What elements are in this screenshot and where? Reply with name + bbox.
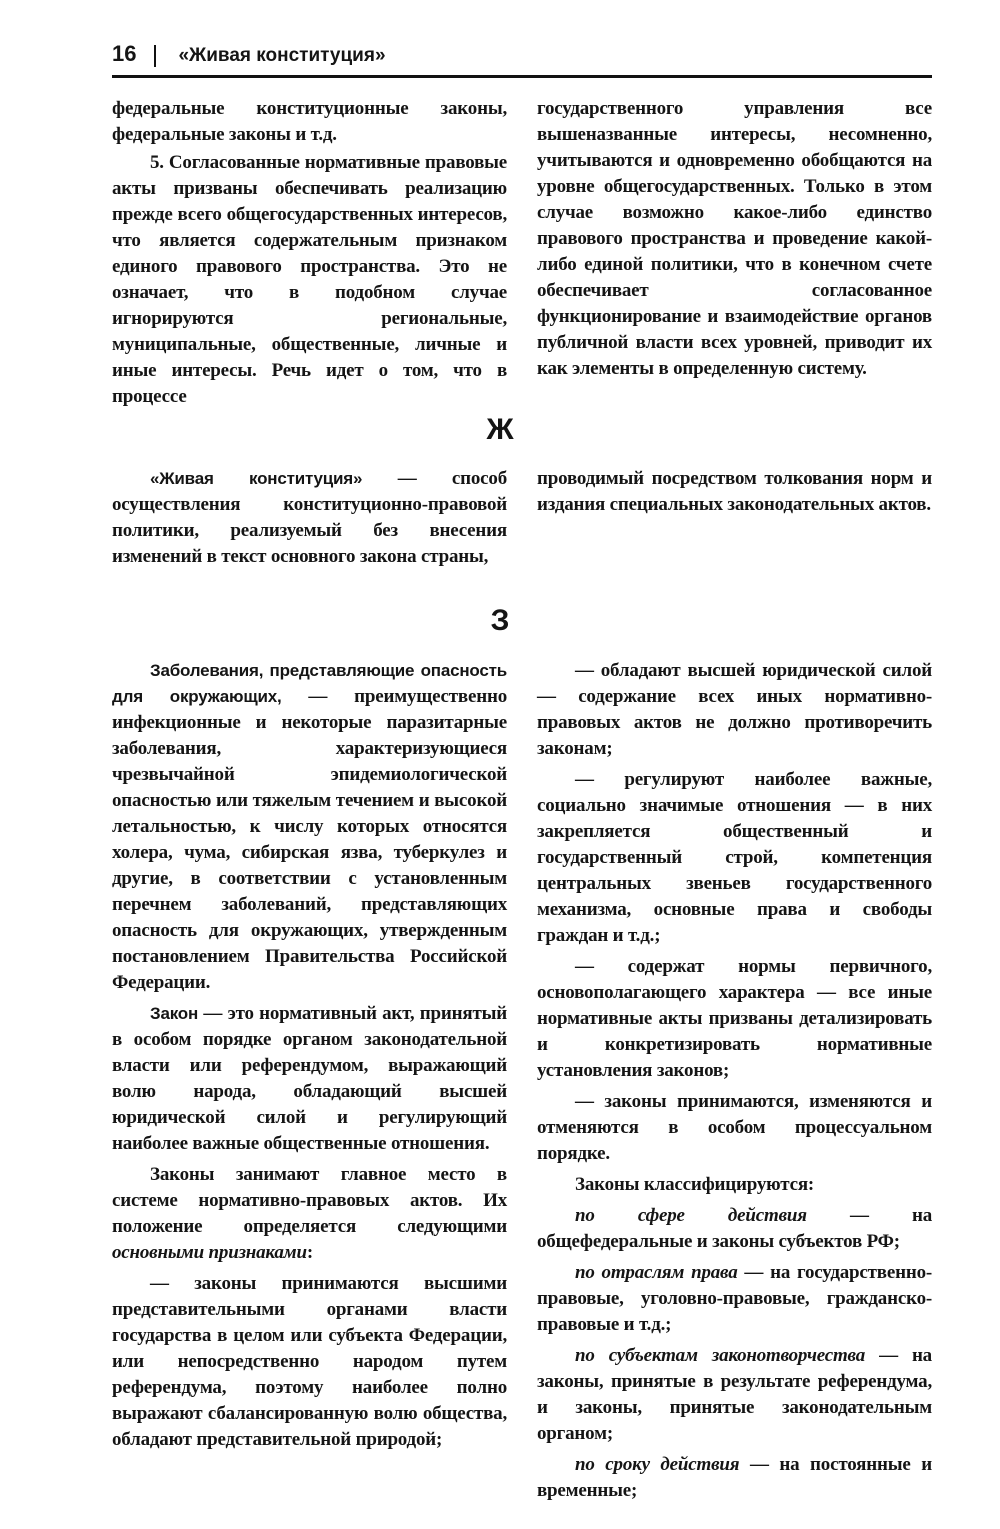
text-run: : [306, 1242, 314, 1263]
running-header [112, 42, 932, 78]
text-run: — на постоянные и временные; [537, 1454, 932, 1501]
section2-left-column [112, 466, 507, 570]
italic-phrase: основными признаками [112, 1242, 307, 1263]
section3-left-column [112, 658, 507, 1504]
italic-phrase: по сфере действия [575, 1205, 807, 1226]
entry-term: «Живая конституция» [150, 469, 363, 488]
paragraph: 5. Согласованные нормативные правовые акты призваны обеспечивать реализацию прежде всего общегосударственных интересов, что является содержательным признаком единого правового пространства. Это не означает, что в подобном случае игнорируются региональные, муниципальные, общественные, личные и иные интересы. Речь идет о том, что в процессе [112, 152, 507, 407]
entry-definition: — это нормативный акт, принятый в особом порядке органом законодательной власти или референдумом, выражающий волю народа, обладающий высшей юридической силой и регулирующий наиболее важные общественные отношения. [112, 1003, 507, 1154]
section-continuation [112, 96, 932, 410]
paragraph [112, 466, 507, 570]
paragraph [537, 1343, 932, 1447]
italic-phrase: по отраслям права [575, 1262, 738, 1283]
running-title: «Живая конституция» [178, 45, 386, 66]
entry-definition: — способ осуществления конституционно-правовой политики, реализуемый без внесения изменений в текст основного закона страны, [112, 468, 507, 567]
text-run: — на законы, принятые в результате референдума, и законы, принятые законодательным органом; [537, 1345, 932, 1444]
entry-living-constitution [112, 466, 932, 570]
italic-phrase: по субъектам законотворчества [575, 1345, 866, 1366]
italic-phrase: по сроку действия [575, 1454, 740, 1475]
paragraph: — регулируют наиболее важные, социально значимые отношения — в них закрепляется общественный и государственный строй, компетенция центральных звеньев государственного механизма, основные права и свободы граждан и т.д.; [537, 769, 932, 946]
paragraph: Законы классифицируются: [575, 1174, 815, 1195]
section3-right-column [537, 658, 932, 1504]
section-z-entries [112, 658, 932, 1504]
paragraph [112, 1001, 507, 1157]
paragraph: — законы принимаются, изменяются и отменяются в особом процессуальном порядке. [537, 1091, 932, 1164]
paragraph [537, 1452, 932, 1504]
paragraph: проводимый посредством толкования норм и издания специальных законодательных актов. [537, 468, 932, 515]
section2-right-column [537, 466, 932, 570]
paragraph: — законы принимаются высшими представительными органами власти государства в целом или субъекта Федерации, или непосредственно народом путем референдума, поэтому наиболее полно выражают сбалансированную волю общества, обладают представительной природой; [112, 1273, 507, 1450]
page-number: 16 [112, 41, 137, 66]
letter-heading-z: З [490, 604, 510, 637]
section1-left-column [112, 96, 507, 410]
text-run: Законы занимают главное место в системе нормативно-правовых актов. Их положение определяется следующими [112, 1164, 507, 1237]
text-run: — на государственно-правовые, уголовно-правовые, гражданско-правовые и т.д.; [537, 1262, 932, 1335]
section1-right-column [537, 96, 932, 410]
paragraph [112, 658, 507, 996]
entry-term: Закон [150, 1004, 199, 1023]
paragraph: — содержат нормы первичного, основополагающего характера — все иные нормативные акты призваны детализировать и конкретизировать нормативные установления законов; [537, 956, 932, 1081]
paragraph: государственного управления все вышеназванные интересы, несомненно, учитываются и одновременно обобщаются на уровне общегосударственных. Только в этом случае возможно какое-либо единство правового пространства и проведение какой-либо единой политики, что в конечном счете обеспечивает согласованное функционирование и взаимодействие органов публичной власти всех уровней, приводит их как элементы в определенную систему. [537, 98, 932, 379]
header-separator [154, 45, 156, 67]
entry-term: Заболевания, представляющие опасность для окружающих, [112, 661, 507, 706]
paragraph [112, 1162, 507, 1266]
letter-heading-zh: Ж [486, 413, 514, 446]
paragraph [537, 1260, 932, 1338]
entry-definition: — преимущественно инфекционные и некоторые паразитарные заболевания, характеризующиеся чрезвычайной эпидемиологической опасностью или тяжелым течением и высокой летальностью, к числу которых относятся холера, чума, сибирская язва, туберкулез и другие, в соответствии с установленным перечнем заболеваний, представляющих опасность для окружающих, утвержденным постановлением Правительства Российской Федерации. [112, 686, 508, 993]
paragraph: — обладают высшей юридической силой — содержание всех иных нормативно-правовых актов не должно противоречить законам; [537, 660, 932, 759]
paragraph: федеральные конституционные законы, федеральные законы и т.д. [112, 98, 507, 145]
paragraph [537, 1203, 932, 1255]
text-run: — на общефедеральные и законы субъектов РФ; [537, 1205, 932, 1252]
